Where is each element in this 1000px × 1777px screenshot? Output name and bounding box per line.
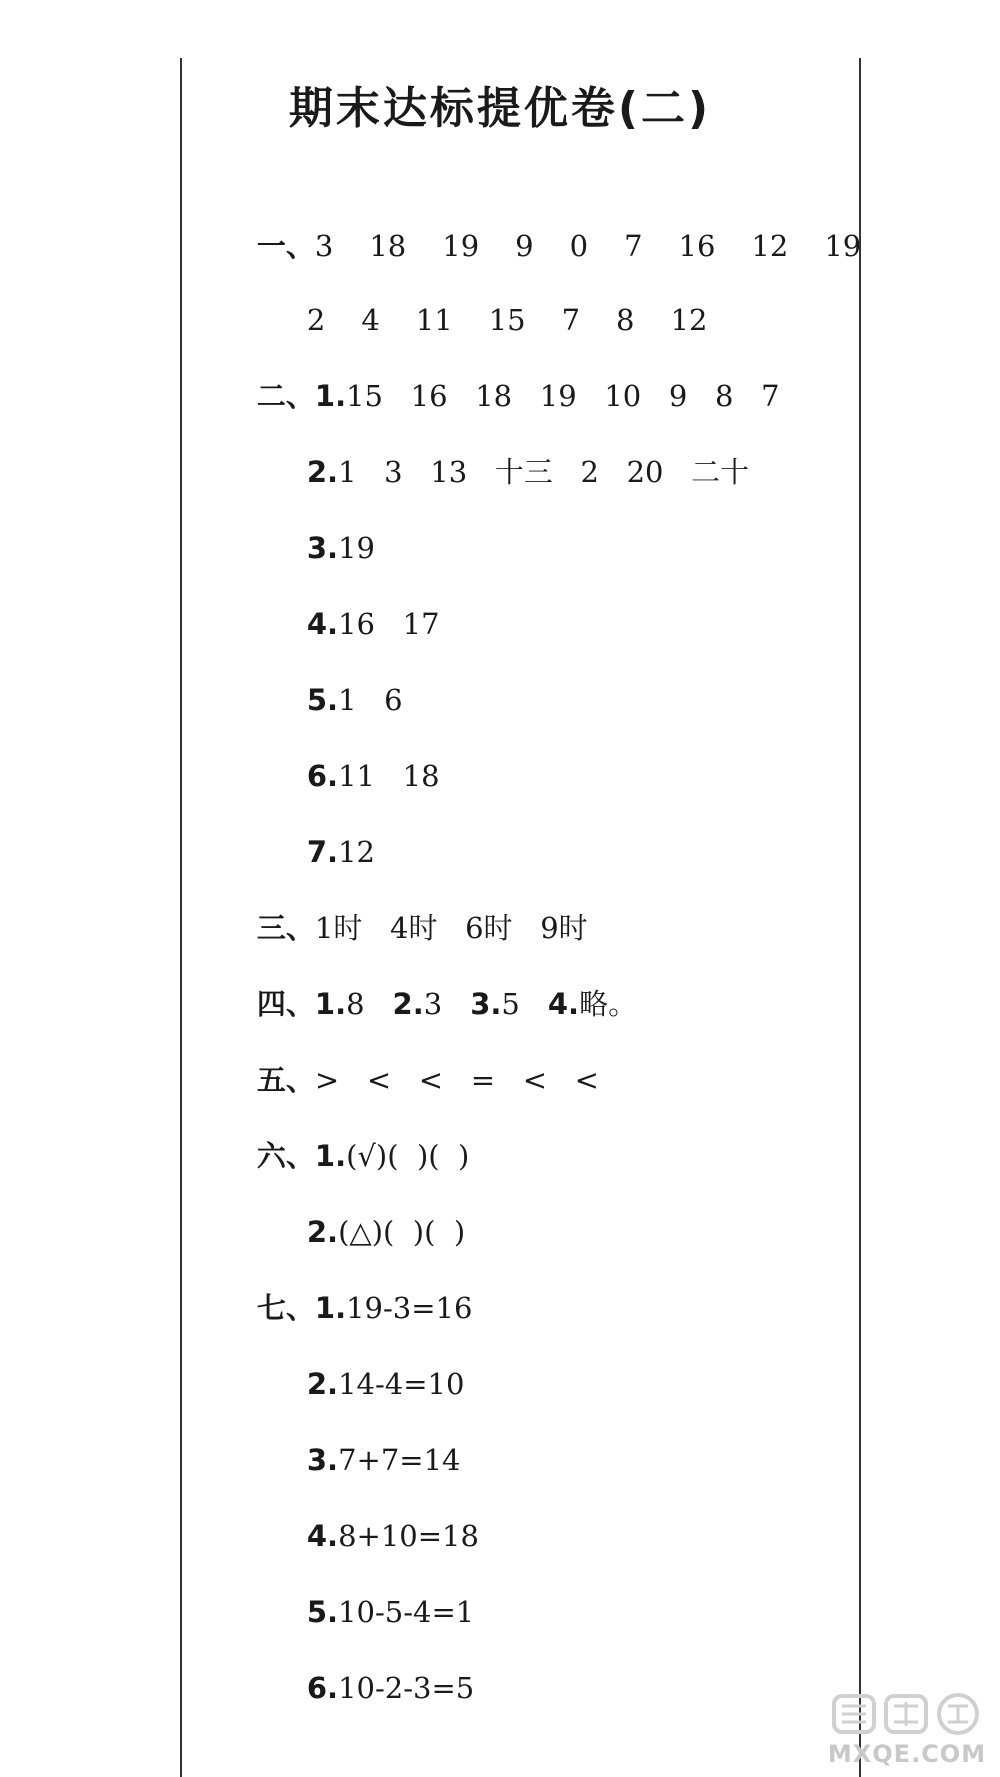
s2-q7-text: 12 <box>338 835 375 869</box>
section-7-marker: 七、 <box>256 1291 315 1325</box>
s7-q5-text: 10-5-4=1 <box>338 1595 475 1629</box>
s2-q7-num: 7. <box>306 835 339 869</box>
watermark-text: MXQE.COM <box>827 1740 987 1768</box>
s4-a1: 1. <box>314 987 347 1021</box>
s7-q6-text: 10-2-3=5 <box>338 1671 475 1705</box>
s1-r1-v1: 18 <box>369 229 407 263</box>
s2-q3-num: 3. <box>306 531 339 565</box>
section-4-marker: 四、 <box>256 987 315 1021</box>
s2-q2-text: 1 3 13 十三 2 20 二十 <box>338 455 750 489</box>
s1-r1-v3: 9 <box>515 229 534 263</box>
s1-r1-v0: 3 <box>314 229 334 263</box>
section-7-item-6 <box>270 1628 474 1748</box>
s7-q3-text: 7+7=14 <box>338 1443 461 1477</box>
s7-q4-num: 4. <box>306 1519 339 1553</box>
s7-q3-num: 3. <box>306 1443 339 1477</box>
s4-v4: 略。 <box>579 987 638 1021</box>
s2-q5-num: 5. <box>306 683 339 717</box>
s2-q5-text: 1 6 <box>338 683 403 717</box>
section-2-marker: 二、 <box>256 379 315 413</box>
s7-q4-text: 8+10=18 <box>338 1519 479 1553</box>
s1-r2-v3: 15 <box>488 303 526 337</box>
s7-q1-text: 19-3=16 <box>346 1291 473 1325</box>
s2-q4-text: 16 17 <box>338 607 440 641</box>
s7-q2-text: 14-4=10 <box>338 1367 465 1401</box>
s6-q2-num: 2. <box>306 1215 339 1249</box>
s6-q1-text: (√)( )( ) <box>346 1139 470 1173</box>
s5-text: > < < = < < <box>314 1063 599 1097</box>
s4-v1: 8 <box>346 987 365 1021</box>
s4-v3: 5 <box>501 987 520 1021</box>
s4-v2: 3 <box>423 987 443 1021</box>
s2-q6-num: 6. <box>306 759 339 793</box>
section-3-marker: 三、 <box>256 911 315 945</box>
s1-r1-v8: 19 <box>824 229 862 263</box>
left-margin-rule <box>180 58 182 1777</box>
s1-r2-v1: 4 <box>361 303 380 337</box>
s4-a3: 3. <box>470 987 502 1021</box>
s2-q1-num: 1. <box>314 379 347 413</box>
s2-q4-num: 4. <box>306 607 339 641</box>
s1-r2-v2: 11 <box>415 303 453 337</box>
s1-r1-v4: 0 <box>569 229 589 263</box>
s4-a4: 4. <box>547 987 580 1021</box>
s2-q3-text: 19 <box>338 531 375 565</box>
s2-q1-text: 15 16 18 19 10 9 8 7 <box>346 379 780 413</box>
s7-q1-num: 1. <box>314 1291 347 1325</box>
s1-r1-v2: 19 <box>442 229 480 263</box>
s3-text: 1时 4时 6时 9时 <box>314 911 588 945</box>
section-6-marker: 六、 <box>256 1139 315 1173</box>
s1-r1-v6: 16 <box>678 229 716 263</box>
s2-q6-text: 11 18 <box>338 759 440 793</box>
s4-a2: 2. <box>392 987 424 1021</box>
s7-q6-num: 6. <box>306 1671 339 1705</box>
section-5-marker: 五、 <box>256 1063 315 1097</box>
s7-q5-num: 5. <box>306 1595 339 1629</box>
s1-r2-v5: 8 <box>616 303 635 337</box>
s1-r2-v4: 7 <box>561 303 581 337</box>
s6-q2-text: (△)( )( ) <box>338 1215 466 1249</box>
s2-q2-num: 2. <box>306 455 339 489</box>
section-1-marker: 一、 <box>256 229 315 263</box>
s7-q2-num: 2. <box>306 1367 339 1401</box>
s1-r2-v6: 12 <box>670 303 708 337</box>
watermark-logo-icon <box>832 1692 982 1736</box>
right-margin-rule <box>859 58 861 1777</box>
page-title: 期末达标提优卷(二) <box>288 83 712 134</box>
site-watermark <box>822 1690 992 1770</box>
s1-r1-v7: 12 <box>751 229 789 263</box>
s6-q1-num: 1. <box>314 1139 347 1173</box>
s1-r2-v0: 2 <box>306 303 326 337</box>
s1-r1-v5: 7 <box>624 229 643 263</box>
